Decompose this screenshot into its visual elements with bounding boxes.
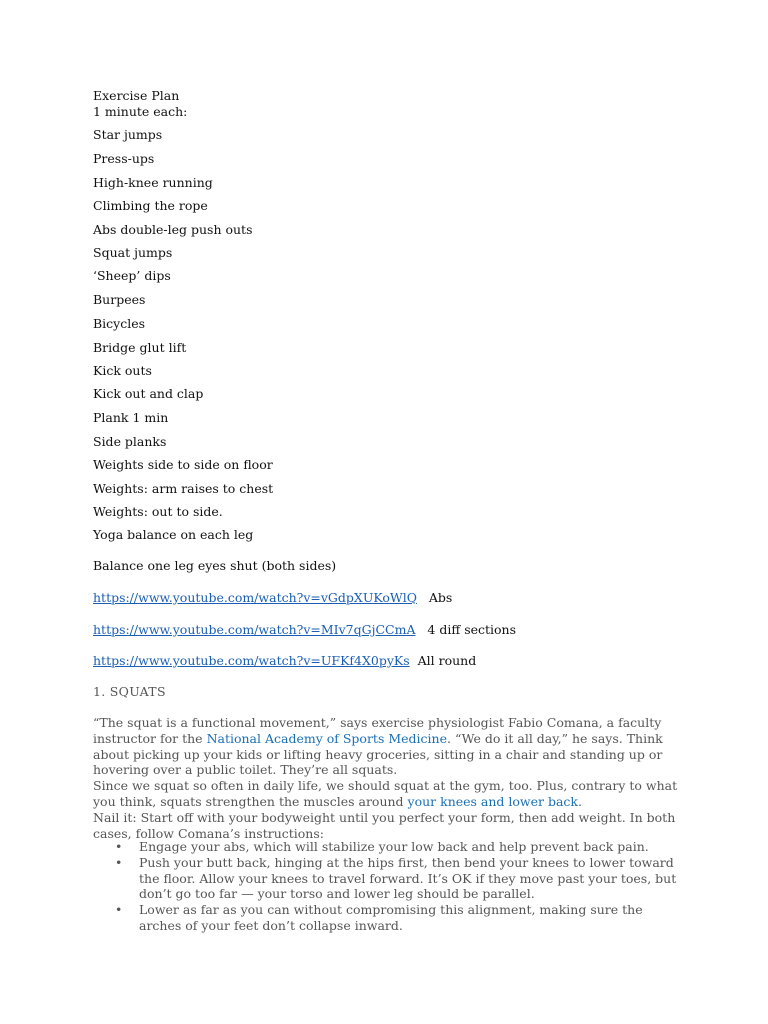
paragraph-text: . “We do it all day,” he says. Think about picking up your kids or lifting heavy groceries, sitting in a chair and standing up or hovering over a public toilet. They’re all squats. — [93, 730, 663, 778]
list-item-text: Push your butt back, hinging at the hips first, then bend your knees to lower toward the floor. Allow your knees to travel forward. It’s OK if they move past your toes, but don’t go too far — your torso and lower leg should be parallel. — [139, 854, 677, 902]
video-link[interactable]: https://www.youtube.com/watch?v=UFKf4X0pyKs — [93, 653, 410, 668]
exercise-item: Side planks — [93, 434, 167, 449]
paragraph-text: . — [578, 793, 582, 809]
exercise-item: Kick out and clap — [93, 386, 204, 401]
exercise-item: Abs double-leg push outs — [93, 222, 253, 237]
exercise-item: Weights side to side on floor — [93, 457, 273, 472]
knees-lower-back-link[interactable]: your knees and lower back — [407, 793, 579, 809]
exercise-item: Climbing the rope — [93, 198, 208, 213]
bullet-icon: • — [115, 854, 123, 870]
article-paragraph — [93, 715, 683, 778]
video-link[interactable]: https://www.youtube.com/watch?v=MIv7qGjCCmA — [93, 622, 416, 637]
exercise-item: Burpees — [93, 292, 146, 307]
list-item — [93, 839, 683, 855]
plan-subtitle: 1 minute each: — [93, 104, 188, 119]
article-paragraph: Nail it: Start off with your bodyweight until you perfect your form, then add weight. In both cases, follow Comana’s instructions: — [93, 810, 676, 841]
exercise-item: Yoga balance on each leg — [93, 527, 254, 542]
video-link-note: All round — [417, 653, 477, 668]
exercise-item: Plank 1 min — [93, 410, 169, 425]
bullet-icon: • — [115, 839, 123, 854]
video-link-note: Abs — [428, 590, 453, 605]
exercise-item: Kick outs — [93, 363, 152, 378]
exercise-item: Bridge glut lift — [93, 340, 187, 355]
instruction-list — [93, 839, 683, 934]
list-item — [93, 902, 683, 934]
paragraph-text: Since we squat so often in daily life, we should squat at the gym, too. Plus, contrary to what you think, squats strengthen the muscles around — [93, 778, 678, 809]
nasm-link[interactable]: National Academy of Sports Medicine — [206, 730, 447, 746]
article-paragraph — [93, 778, 683, 810]
list-item-text: Engage your abs, which will stabilize your low back and help prevent back pain. — [139, 839, 649, 854]
video-link-note: 4 diff sections — [427, 622, 517, 637]
bullet-icon: • — [115, 902, 123, 918]
exercise-item: Star jumps — [93, 127, 163, 142]
exercise-item: High-knee running — [93, 175, 213, 190]
plan-title: Exercise Plan — [93, 88, 180, 103]
exercise-item: ‘Sheep’ dips — [93, 268, 171, 283]
video-link-row — [93, 653, 476, 669]
exercise-item: Press-ups — [93, 151, 155, 166]
video-link-row — [93, 622, 516, 638]
list-item-text: Lower as far as you can without compromising this alignment, making sure the arches of your feet don’t collapse inward. — [139, 902, 643, 933]
exercise-item: Bicycles — [93, 316, 146, 331]
exercise-item: Weights: arm raises to chest — [93, 481, 274, 496]
paragraph-text: “The squat is a functional movement,” says exercise physiologist Fabio Comana, a faculty instructor for the — [93, 715, 662, 746]
exercise-item: Weights: out to side. — [93, 504, 223, 519]
video-link-row — [93, 590, 452, 606]
list-item — [93, 855, 683, 902]
exercise-item: Squat jumps — [93, 245, 173, 260]
exercise-extra: Balance one leg eyes shut (both sides) — [93, 558, 337, 573]
section-heading: 1. SQUATS — [93, 684, 166, 699]
video-link[interactable]: https://www.youtube.com/watch?v=vGdpXUKoWlQ — [93, 590, 417, 605]
